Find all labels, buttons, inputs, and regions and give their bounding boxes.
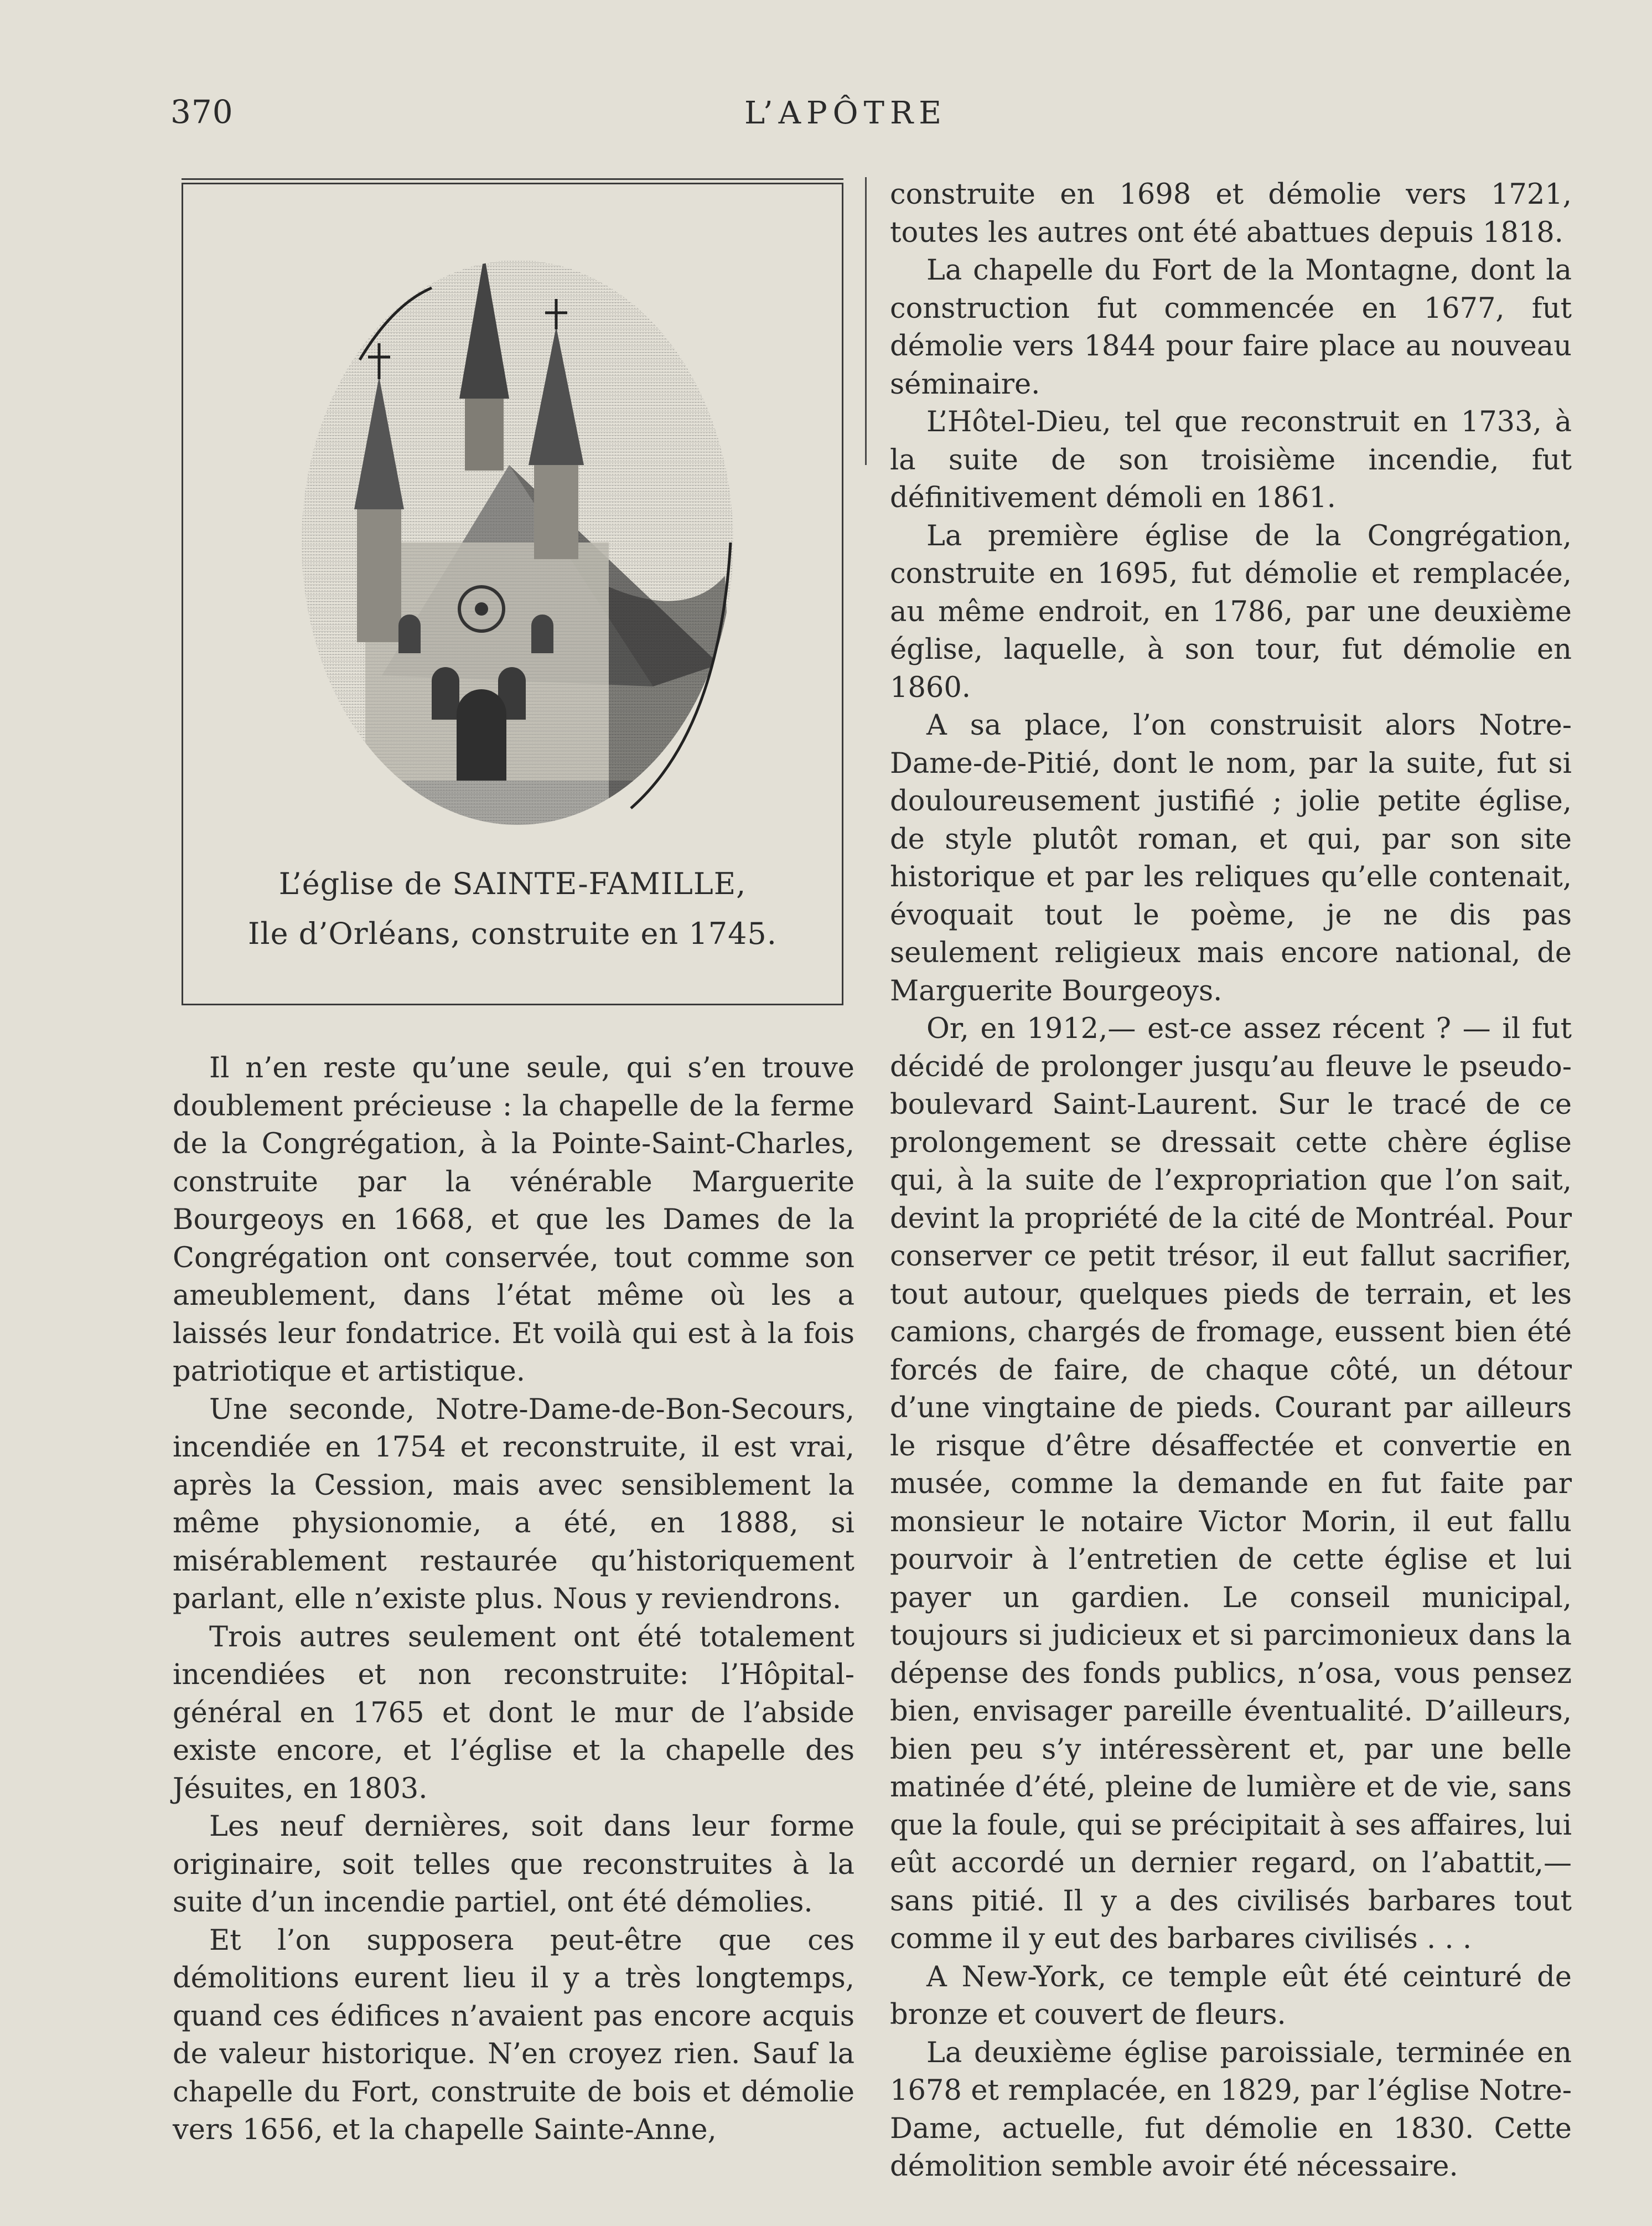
paragraph-continuation: construite en 1698 et démolie vers 1721, toutes les autres ont été abattues depuis 1818.: [890, 178, 1572, 249]
figure-top-rule: [182, 178, 843, 180]
paragraph: L’Hôtel-Dieu, tel que reconstruit en 1733, à la suite de son troisième incendie, fut définitivement démoli en 1861.: [890, 406, 1572, 514]
paragraph: Une seconde, Notre-Dame-de-Bon-Secours, incendiée en 1754 et reconstruite, il est vrai, après la Cession, mais avec sensiblement la même physionomie, a été, en 1888, si misérablement restaurée qu’historiquement parlant, elle n’existe plus. Nous y reviendrons.: [173, 1393, 855, 1615]
paragraph: La première église de la Congrégation, construite en 1695, fut démolie et remplacée, au même endroit, en 1786, par une deuxième église, laquelle, à son tour, fut démolie en 1860.: [890, 519, 1572, 704]
page-number: 370: [170, 93, 234, 131]
paragraph: La chapelle du Fort de la Montagne, dont la construction fut commencée en 1677, fut démolie vers 1844 pour faire place au nouveau séminaire.: [890, 254, 1572, 401]
paragraph: A sa place, l’on construisit alors Notre-Dame-de-Pitié, dont le nom, par la suite, fut si douloureusement justifié ; jolie petite église, de style plutôt roman, et qui, par son site historique et par les reliques qu’elle contenait, évoquait tout le poème, je ne dis pas seulement religieux mais encore national, de Marguerite Bourgeoys.: [890, 709, 1572, 1008]
paragraph: Il n’en reste qu’une seule, qui s’en trouve doublement précieuse : la chapelle de la ferme de la Congrégation, à la Pointe-Saint-Charles, construite par la vénérable Marguerite Bourgeoys en 1668, et que les Dames de la Congrégation ont conservée, tout comme son ameublement, dans l’état même où les a laissés leur fondatrice. Et voilà qui est à la fois patriotique et artistique.: [173, 1052, 855, 1388]
paragraph: Les neuf dernières, soit dans leur forme originaire, soit telles que reconstruites à la suite d’un incendie partiel, ont été démolies.: [173, 1810, 855, 1919]
paragraph: Et l’on supposera peut-être que ces démolitions eurent lieu il y a très longtemps, quand ces édifices n’avaient pas encore acquis de valeur historique. N’en croyez rien. Sauf la chapelle du Fort, construite de bois et démolie vers 1656, et la chapelle Sainte-Anne,: [173, 1924, 855, 2146]
figure-caption-title: L’église de SAINTE-FAMILLE,: [278, 866, 747, 901]
church-engraving: [299, 233, 736, 830]
right-column: [890, 176, 1572, 2186]
paragraph: A New-York, ce temple eût été ceinturé de bronze et couvert de fleurs.: [890, 1960, 1572, 2031]
paragraph: La deuxième église paroissiale, terminée en 1678 et remplacée, en 1829, par l’église Notre-Dame, actuelle, fut démolie en 1830. Cette démolition semble avoir été nécessaire.: [890, 2036, 1572, 2183]
left-column: [173, 1050, 855, 2150]
paragraph: Trois autres seulement ont été totalement incendiées et non reconstruite: l’Hôpital-général en 1765 et dont le mur de l’abside existe encore, et l’église et la chapelle des Jésuites, en 1803.: [173, 1620, 855, 1805]
running-head: L’APÔTRE: [744, 95, 947, 131]
column-rule: [865, 177, 867, 465]
figure-caption-subtitle: Ile d’Orléans, construite en 1745.: [248, 916, 777, 951]
paragraph: Or, en 1912,— est-ce assez récent ? — il fut décidé de prolonger jusqu’au fleuve le pseudo-boulevard Saint-Laurent. Sur le tracé de ce prolongement se dressait cette chère église qui, à la suite de l’expropriation que l’on sait, devint la propriété de la cité de Montréal. Pour conserver ce petit trésor, il eut fallut sacrifier, tout autour, quelques pieds de terrain, et les camions, chargés de fromage, eussent bien été forcés de faire, de chaque côté, un détour d’une vingtaine de pieds. Courant par ailleurs le risque d’être désaffectée et convertie en musée, comme la demande en fut faite par monsieur le notaire Victor Morin, il eut fallu pourvoir à l’entretien de cette église et lui payer un gardien. Le conseil municipal, toujours si judicieux et si parcimonieux dans la dépense des fonds publics, n’osa, vous pensez bien, envisager pareille éventualité. D’ailleurs, bien peu s’y intéressèrent et, par une belle matinée d’été, pleine de lumière et de vie, sans que la foule, qui se précipitait à ses affaires, lui eût accordé un dernier regard, on l’abattit,— sans pitié. Il y a des civilisés barbares tout comme il y eut des barbares civilisés . . .: [890, 1013, 1572, 1955]
